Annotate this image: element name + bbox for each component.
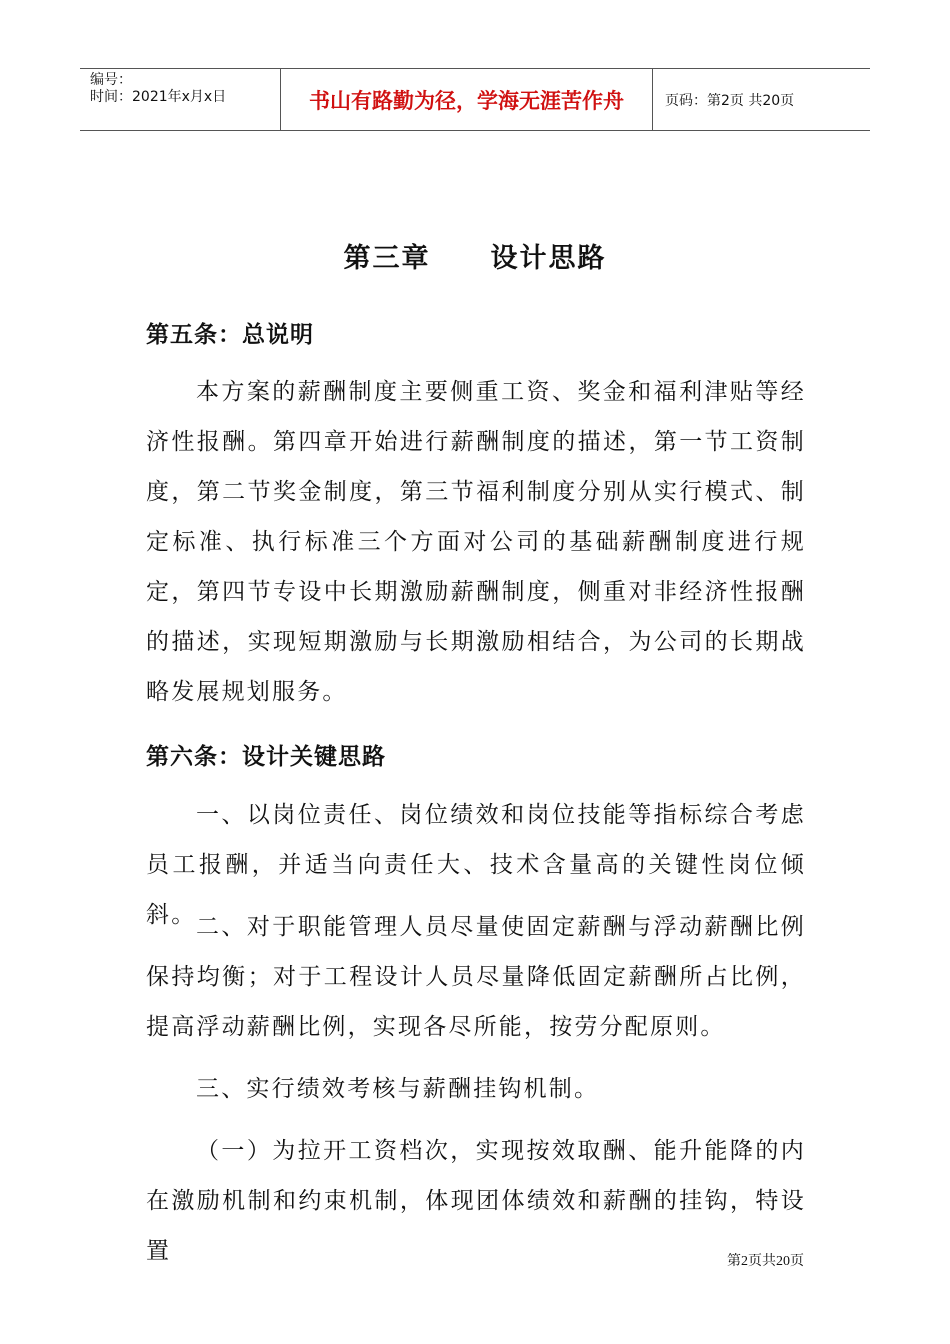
paragraph: 三、实行绩效考核与薪酬挂钩机制。: [196, 1076, 600, 1102]
section-heading: 第五条：总说明: [146, 322, 314, 348]
chapter-name: 设计思路: [490, 243, 607, 274]
header-meta: [80, 69, 281, 130]
chapter-title: [0, 236, 950, 275]
header-page-info: [653, 69, 870, 130]
page-footer: 第2页共20页: [727, 1254, 804, 1269]
paragraph: 一、以岗位责任、岗位绩效和岗位技能等指标综合考虑员工报酬，并适当向责任大、技术含量高的关键性岗位倾斜。: [146, 802, 806, 928]
header-time-label: 时间：2021年x月x日: [90, 89, 227, 105]
header-number-label: 编号：: [90, 72, 132, 88]
header-page-info-text: 页码：第2页 共20页: [665, 92, 795, 109]
paragraph: 本方案的薪酬制度主要侧重工资、奖金和福利津贴等经济性报酬。第四章开始进行薪酬制度的描述，第一节工资制度，第二节奖金制度，第三节福利制度分别从实行模式、制定标准、执行标准三个方面对公司的基础薪酬制度进行规定，第四节专设中长期激励薪酬制度，侧重对非经济性报酬的描述，实现短期激励与长期激励相结合，为公司的长期战略发展规划服务。: [146, 379, 806, 705]
section-heading: 第六条：设计关键思路: [146, 744, 386, 770]
chapter-number: 第三章: [343, 243, 431, 274]
header-motto: 书山有路勤为径，学海无涯苦作舟: [281, 69, 653, 130]
page-header: [80, 68, 870, 131]
paragraph: （一）为拉开工资档次，实现按效取酬、能升能降的内在激励机制和约束机制，体现团体绩效和薪酬的挂钩，特设置: [146, 1138, 806, 1264]
paragraph: 二、对于职能管理人员尽量使固定薪酬与浮动薪酬比例保持均衡；对于工程设计人员尽量降低固定薪酬所占比例，提高浮动薪酬比例，实现各尽所能，按劳分配原则。: [146, 914, 806, 1040]
